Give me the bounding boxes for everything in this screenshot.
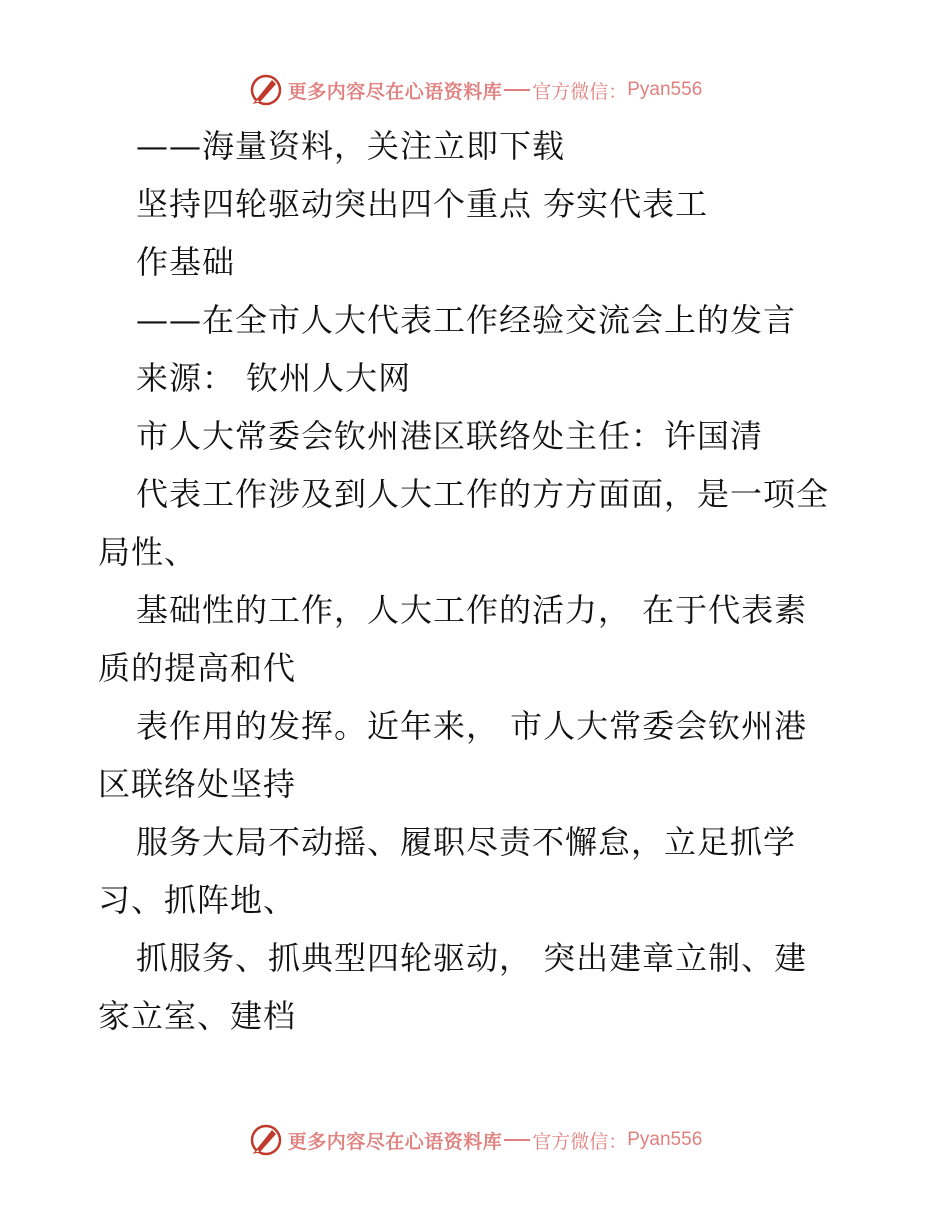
text-line: 抓服务、抓典型四轮驱动， 突出建章立制、建 (136, 939, 808, 977)
text-line: 局性、 (98, 533, 198, 571)
text-line: 质的提高和代 (98, 649, 297, 687)
banner-dash (504, 1139, 530, 1141)
document-subtitle: ——在全市人大代表工作经验交流会上的发言 (136, 301, 797, 339)
banner-wechat-id: Pyan556 (627, 79, 703, 100)
document-body (98, 117, 858, 1045)
banner-wechat-label: 官方微信： (532, 1130, 628, 1153)
text-line: 家立室、建档 (98, 997, 297, 1035)
text-line: 表作用的发挥。近年来， 市人大常委会钦州港 (136, 707, 808, 745)
banner-dash (504, 89, 530, 91)
document-title: 坚持四轮驱动突出四个重点 夯实代表工 (136, 185, 709, 223)
banner-slogan: 更多内容尽在心语资料库 (287, 80, 503, 103)
text-line: 基础性的工作，人大工作的活力， 在于代表素 (136, 591, 808, 629)
text-line: 习、抓阵地、 (98, 881, 297, 919)
document-source: 来源： 钦州人大网 (136, 359, 412, 397)
text-line: 服务大局不动摇、履职尽责不懈怠，立足抓学 (136, 823, 797, 861)
text-line: ——海量资料，关注立即下载 (136, 127, 566, 165)
pen-logo-icon (248, 1122, 284, 1158)
banner-wechat-id: Pyan556 (627, 1129, 703, 1150)
banner-slogan: 更多内容尽在心语资料库 (287, 1130, 503, 1153)
text-line: 代表工作涉及到人大工作的方方面面，是一项全 (136, 475, 830, 513)
document-title-cont: 作基础 (136, 243, 236, 281)
document-author: 市人大常委会钦州港区联络处主任：许国清 (136, 417, 764, 455)
header-banner (0, 70, 950, 110)
pen-logo-icon (248, 72, 284, 108)
text-line: 区联络处坚持 (98, 765, 297, 803)
footer-banner (0, 1120, 950, 1160)
banner-wechat-label: 官方微信： (532, 80, 628, 103)
